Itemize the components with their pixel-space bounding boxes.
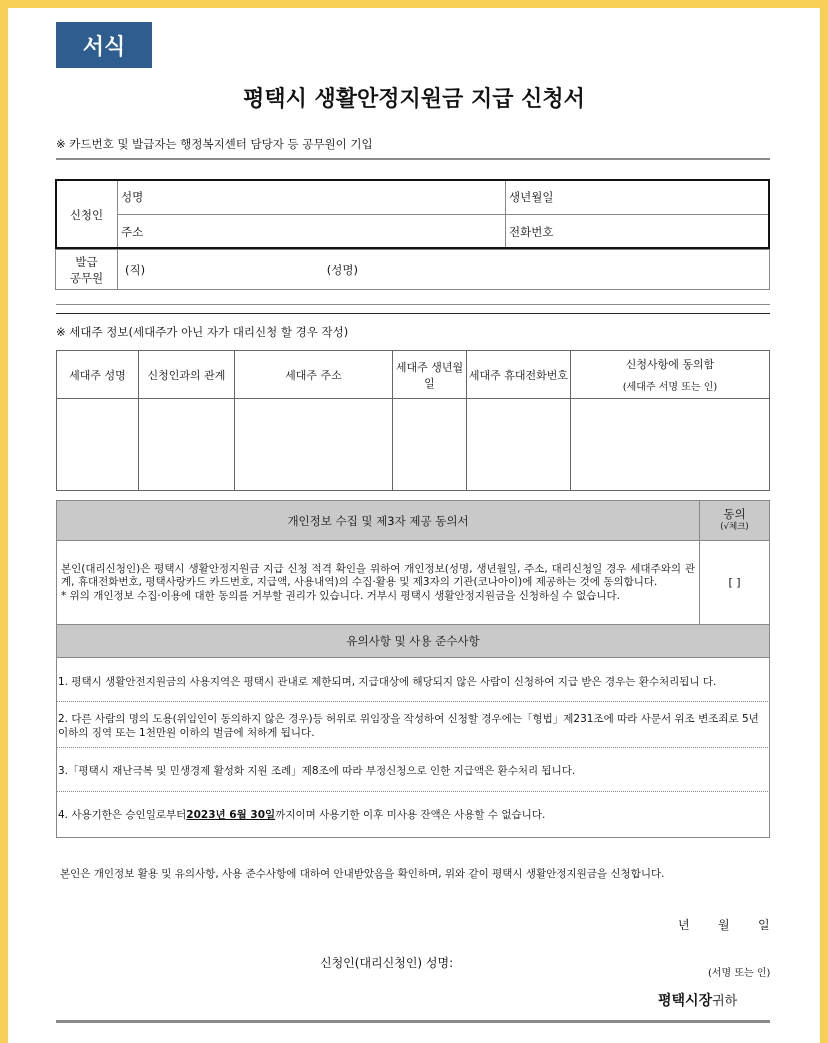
notice-title: 유의사항 및 사용 준수사항 (56, 624, 770, 658)
consent-sub-text: * 위의 개인정보 수집·이용에 대한 동의를 거부할 권리가 있습니다. 거부시 평택시 생활안정지원금을 신청하실 수 없습니다. (61, 589, 620, 602)
birth-field[interactable] (506, 180, 770, 215)
confirm-text: 본인은 개인정보 활용 및 유의사항, 사용 준수사항에 대하여 안내받았음을 확인하며, 위와 같이 평택시 생활안정지원금을 신청합니다. (60, 868, 665, 880)
phone-label: 전화번호 (509, 225, 554, 239)
consent-checkbox[interactable]: [ ] (700, 541, 770, 625)
hh-phone-input[interactable] (467, 399, 571, 491)
signature-label[interactable]: 신청인(대리신청인) 성명: (320, 956, 454, 970)
birth-label: 생년월일 (509, 190, 554, 204)
issuer-name: (성명) (326, 262, 358, 277)
issuer-field[interactable] (118, 250, 770, 290)
form-badge: 서식 (56, 22, 152, 68)
name-field[interactable] (118, 180, 506, 215)
hh-header-birth: 세대주 생년월일 (393, 351, 467, 399)
recipient-suffix: 귀하 (712, 994, 738, 1009)
name-label: 성명 (121, 190, 144, 204)
agree-label: 동의 (723, 506, 746, 521)
consent-text: 본인(대리신청인)은 평택시 생활안정지원금 지급 신청 적격 확인을 위하여 개인정보(성명, 생년월일, 주소, 대리신청일 경우 세대주와의 관계, 휴대전화번호, 평택사랑카드 카드번호, 지급액, 사용내역)의 수집·활용 및 제3자의 기관(코나아이)에 제공하는 것에 동의합니다. (61, 562, 695, 588)
consent-title: 개인정보 수집 및 제3자 제공 동의서 (57, 501, 700, 541)
form-sheet (8, 8, 820, 1043)
consent-body (57, 541, 700, 625)
hh-relation-input[interactable] (139, 399, 235, 491)
notice-4-date: 2023년 6월 30일 (186, 808, 276, 821)
hh-birth-input[interactable] (393, 399, 467, 491)
hh-address-input[interactable] (235, 399, 393, 491)
notice-item (56, 794, 770, 834)
address-field[interactable] (118, 215, 506, 250)
notice-item: 1. 평택시 생활안전지원금의 사용지역은 평택시 관내로 제한되며, 지급대상에 해당되지 않은 사람이 신청하여 지급 받은 경우는 환수처리됩니 다. (56, 662, 770, 702)
notice-4-post: 까지이며 사용기한 이후 미사용 잔액은 사용할 수 없습니다. (275, 808, 546, 821)
date-month[interactable]: 월 (718, 918, 730, 932)
recipient-name: 평택시장 (658, 993, 713, 1009)
hh-consent-title: 신청사항에 동의함 (625, 358, 715, 371)
agree-sub: (√체크) (720, 521, 749, 532)
date-year[interactable]: 년 (678, 918, 690, 932)
signature-sub: (서명 또는 인) (708, 968, 771, 979)
consent-agree-header (700, 501, 770, 541)
issuer-position: (직) (125, 262, 146, 277)
hh-consent-sub: (세대주 서명 또는 인) (622, 382, 718, 393)
divider (56, 304, 770, 305)
phone-field[interactable] (506, 215, 770, 250)
hh-header-consent (571, 351, 770, 399)
card-note: ※ 카드번호 및 발급자는 행정복지센터 담당자 등 공무원이 기입 (56, 137, 373, 151)
divider (56, 313, 770, 314)
divider (56, 158, 770, 160)
issuer-label-line2: 공무원 (69, 270, 104, 285)
form-title: 평택시 생활안정지원금 지급 신청서 (243, 87, 585, 112)
hh-signature-input[interactable] (571, 399, 770, 491)
issuer-label (56, 250, 118, 290)
hh-name-input[interactable] (57, 399, 139, 491)
date-day[interactable]: 일 (758, 918, 770, 932)
consent-table (56, 500, 770, 625)
household-table (56, 350, 770, 491)
address-label: 주소 (121, 225, 144, 239)
notice-item: 2. 다른 사람의 명의 도용(위임인이 동의하지 않은 경우)등 허위로 위임장을 작성하여 신청할 경우에는「형법」제231조에 따라 사문서 위조 변조죄로 5년 이하의 징역 또는 1천만원 이하의 벌금에 처하게 됩니다. (56, 704, 770, 748)
applicant-label: 신청인 (56, 180, 118, 250)
hh-header-name: 세대주 성명 (57, 351, 139, 399)
applicant-table (55, 179, 770, 290)
hh-header-address: 세대주 주소 (235, 351, 393, 399)
notice-4-pre: 4. 사용기한은 승인일로부터 (58, 808, 187, 821)
divider (56, 1020, 770, 1023)
household-note: ※ 세대주 정보(세대주가 아닌 자가 대리신청 할 경우 작성) (56, 325, 349, 339)
recipient (658, 990, 737, 1010)
notice-item: 3.「평택시 재난극복 및 민생경제 활성화 지원 조례」제8조에 따라 부정신청으로 인한 지급액은 환수처리 됩니다. (56, 750, 770, 792)
hh-header-relation: 신청인과의 관계 (139, 351, 235, 399)
issuer-label-line1: 발급 (75, 254, 98, 269)
hh-header-phone: 세대주 휴대전화번호 (467, 351, 571, 399)
